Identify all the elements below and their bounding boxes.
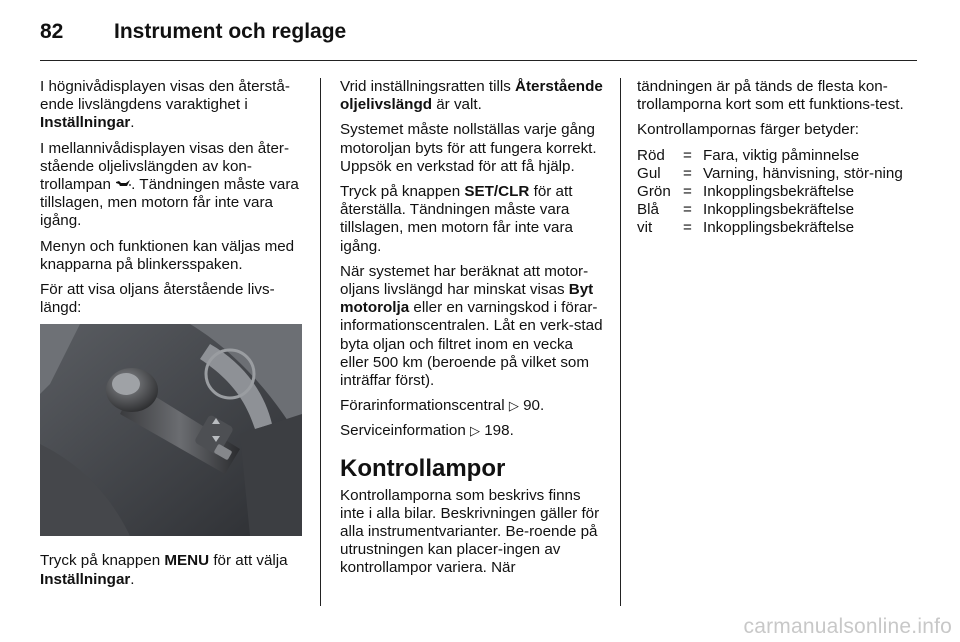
page-number: 82 [40,20,64,43]
paragraph: Systemet måste nollställas varje gång motoroljan byts för att fungera korrekt. Uppsök en verkstad för att få hjälp. [340,121,597,175]
oil-can-icon [115,177,131,189]
paragraph: För att visa oljans återstående livs-längd: [40,281,275,317]
column-2 [340,78,604,585]
section-heading: Kontrollampor [340,454,506,482]
column-divider-2 [620,78,621,606]
page-title: Instrument och reglage [114,20,347,43]
paragraph: Vrid inställningsratten tills Återstående oljelivslängd är valt. [340,78,603,114]
cross-reference[interactable]: Serviceinformation ▷ 198. [340,422,514,440]
table-row: Grön = Inkopplingsbekräftelse [637,183,855,201]
paragraph: Menyn och funktionen kan väljas med knapparna på blinkersspaken. [40,237,295,273]
column-divider-1 [320,78,321,606]
table-row: vit = Inkopplingsbekräftelse [637,219,855,237]
page-ref-arrow-icon: ▷ [508,398,519,414]
table-row: Blå = Inkopplingsbekräftelse [637,201,855,219]
column-1 [40,78,304,596]
paragraph: Kontrollampornas färger betyder: [637,121,860,139]
turn-signal-lever-photo [40,324,302,536]
paragraph: tändningen är på tänds de flesta kon-trollamporna kort som ett funktions-test. [637,78,904,114]
change-oil-term: Byt motorolja [340,281,594,317]
table-row: Röd = Fara, viktig påminnelse [637,146,860,164]
table-row: Gul = Varning, hänvisning, stör-ning [637,164,903,182]
paragraph: I högnivådisplayen visas den återstå-ende livslängdens varaktighet i Inställningar. [40,78,290,132]
set-clr-button-term: SET/CLR [464,183,530,201]
column-3 [637,78,907,238]
paragraph: När systemet har beräknat att motor-oljans livslängd har minskat visas Byt motorolja eller en varningskod i förar-informationscentralen. Låt en verk-stad byta oljan och filtret inom en vecka eller 500 km (beroende på vilket som inträffar först). [340,262,603,390]
paragraph: Kontrollamporna som beskrivs finns inte i alla bilar. Beskrivningen gäller för alla instrumentvarianter. Be-roende på utrustningen kan placer-ingen av kontrollampor variera. När [340,486,600,577]
lamp-color-table [637,147,903,238]
watermark: carmanualsonline.info [743,615,952,638]
paragraph: I mellannivådisplayen visas den åter-stående oljelivslängden av kon-trollampan . Tändningen måste vara tillslagen, men motorn får inte vara igång. [40,139,299,230]
settings-term: Inställningar [40,114,131,132]
header-rule [40,60,917,61]
paragraph: Tryck på knappen MENU för att välja Inställningar. [40,552,288,588]
settings-term: Inställningar [40,570,131,588]
cross-reference[interactable]: Förarinformationscentral ▷ 90. [340,397,545,415]
menu-button-term: MENU [164,552,210,570]
paragraph: Tryck på knappen SET/CLR för att återställa. Tändningen måste vara tillslagen, men motorn får inte vara igång. [340,183,573,255]
remaining-oil-life-term: Återstående oljelivslängd [340,78,603,114]
page-ref-arrow-icon: ▷ [470,423,480,439]
